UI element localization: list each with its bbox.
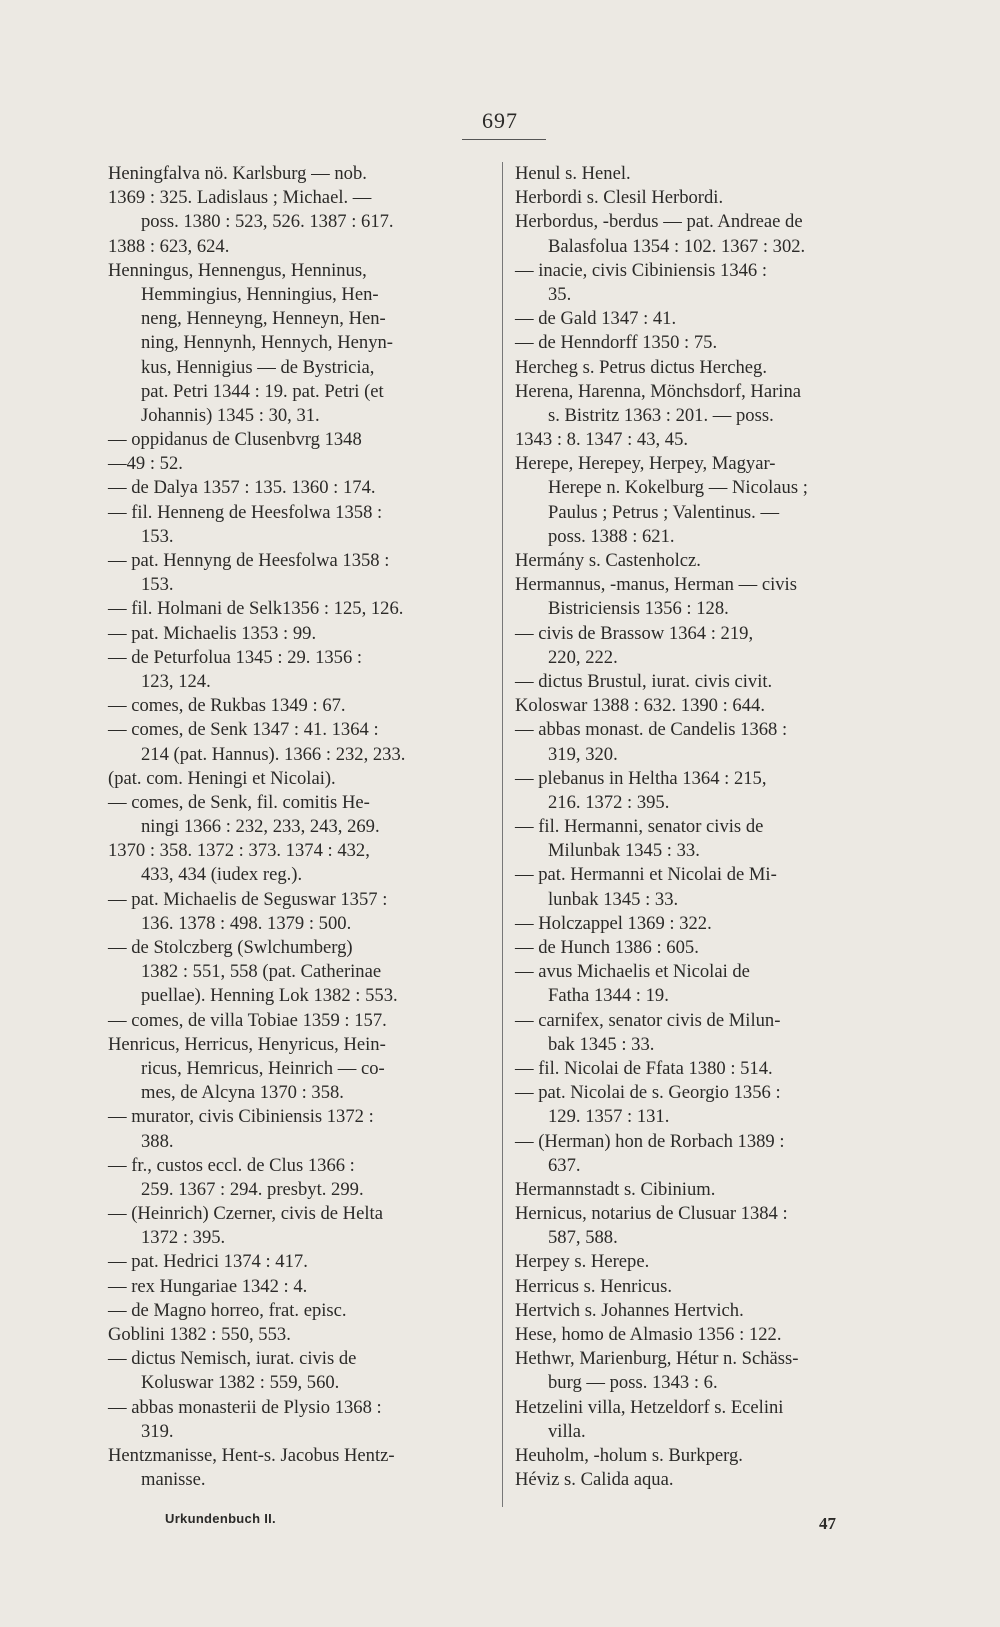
index-line: — murator, civis Cibiniensis 1372 : (108, 1106, 374, 1128)
index-line: Herepe n. Kokelburg — Nicolaus ; (548, 477, 808, 499)
index-line: Hese, homo de Almasio 1356 : 122. (515, 1324, 782, 1345)
index-line: — de Henndorff 1350 : 75. (515, 332, 718, 354)
index-line: — pat. Michaelis 1353 : 99. (108, 622, 317, 644)
index-line: burg — poss. 1343 : 6. (548, 1372, 718, 1394)
index-line: Hermannus, -manus, Herman — civis (515, 574, 797, 596)
index-line: Henningus, Hennengus, Henninus, (108, 259, 367, 281)
index-line: 1343 : 8. 1347 : 43, 45. (515, 429, 689, 451)
index-line: Hentzmanisse, Hent-s. Jacobus Hentz- (108, 1444, 395, 1466)
index-line: 319. (141, 1420, 174, 1442)
index-line: — pat. Nicolai de s. Georgio 1356 : (515, 1082, 781, 1104)
index-line: Koluswar 1382 : 559, 560. (141, 1372, 340, 1394)
index-line: poss. 1380 : 523, 526. 1387 : 617. (141, 211, 394, 233)
index-line: ningi 1366 : 232, 233, 243, 269. (141, 816, 380, 838)
index-line: s. Bistritz 1363 : 201. — poss. (548, 404, 774, 426)
index-line: poss. 1388 : 621. (548, 525, 675, 547)
index-column-right (515, 162, 900, 1492)
index-line: 433, 434 (iudex reg.). (141, 864, 303, 886)
index-line: 123, 124. (141, 670, 211, 692)
column-divider (502, 162, 503, 1507)
index-line: 136. 1378 : 498. 1379 : 500. (141, 912, 352, 934)
index-line: — pat. Hermanni et Nicolai de Mi- (515, 864, 777, 886)
index-line: Hermány s. Castenholcz. (515, 550, 701, 571)
index-line: Herena, Harenna, Mönchsdorf, Harina (515, 380, 802, 402)
index-line: — fil. Henneng de Heesfolwa 1358 : (108, 501, 383, 523)
index-line: — rex Hungariae 1342 : 4. (108, 1275, 308, 1297)
index-line: Henricus, Herricus, Henyricus, Hein- (108, 1033, 386, 1055)
index-line: — de Gald 1347 : 41. (515, 308, 677, 330)
index-line: — comes, de Rukbas 1349 : 67. (108, 695, 346, 717)
index-line: Hemmingius, Henningius, Hen- (141, 283, 379, 305)
index-line: — pat. Hedrici 1374 : 417. (108, 1251, 308, 1273)
index-line: Fatha 1344 : 19. (548, 985, 669, 1007)
index-line: Heuholm, -holum s. Burkperg. (515, 1444, 743, 1466)
index-line: (pat. com. Heningi et Nicolai). (108, 767, 336, 789)
index-line: lunbak 1345 : 33. (548, 888, 679, 910)
index-line: 319, 320. (548, 743, 618, 765)
index-line: villa. (548, 1420, 586, 1442)
index-line: — oppidanus de Clusenbvrg 1348 (108, 429, 362, 451)
header-rule (462, 139, 546, 140)
index-line: — (Heinrich) Czerner, civis de Helta (108, 1203, 383, 1225)
index-line: pat. Petri 1344 : 19. pat. Petri (et (141, 380, 384, 402)
index-column-left (108, 162, 490, 1492)
index-line: bak 1345 : 33. (548, 1033, 655, 1055)
index-line: Herbordi s. Clesil Herbordi. (515, 187, 724, 209)
index-line: — Holczappel 1369 : 322. (515, 912, 712, 934)
index-line: — pat. Michaelis de Seguswar 1357 : (108, 888, 388, 910)
index-line: 129. 1357 : 131. (548, 1106, 670, 1128)
sheet-number: 47 (819, 1514, 836, 1533)
index-line: Hernicus, notarius de Clusuar 1384 : (515, 1203, 788, 1225)
index-line: mes, de Alcyna 1370 : 358. (141, 1082, 344, 1104)
index-line: neng, Henneyng, Henneyn, Hen- (141, 308, 386, 330)
index-line: ning, Hennynh, Hennych, Henyn- (141, 332, 393, 354)
index-line: kus, Hennigius — de Bystricia, (141, 356, 375, 378)
index-line: Koloswar 1388 : 632. 1390 : 644. (515, 695, 765, 717)
index-line: Heningfalva nö. Karlsburg — nob. (108, 163, 367, 184)
index-line: — de Peturfolua 1345 : 29. 1356 : (108, 646, 363, 668)
index-line: — civis de Brassow 1364 : 219, (515, 622, 754, 644)
index-line: — plebanus in Heltha 1364 : 215, (515, 767, 767, 789)
index-line: Hetzelini villa, Hetzeldorf s. Ecelini (515, 1396, 784, 1418)
index-line: Goblini 1382 : 550, 553. (108, 1324, 291, 1345)
printer-signature: Urkundenbuch II. (165, 1511, 276, 1526)
index-line: 1388 : 623, 624. (108, 235, 230, 257)
index-line: — comes, de Senk 1347 : 41. 1364 : (108, 719, 379, 741)
index-line: Herbordus, -berdus — pat. Andreae de (515, 211, 803, 233)
index-line: — dictus Nemisch, iurat. civis de (108, 1348, 357, 1370)
index-line: —49 : 52. (108, 453, 183, 475)
index-line: — de Stolczberg (Swlchumberg) (108, 937, 353, 958)
index-line: — de Dalya 1357 : 135. 1360 : 174. (108, 477, 376, 499)
index-line: 388. (141, 1130, 174, 1152)
index-line: Herepe, Herepey, Herpey, Magyar- (515, 453, 776, 475)
index-line: Hercheg s. Petrus dictus Hercheg. (515, 356, 767, 378)
index-line: 1372 : 395. (141, 1227, 226, 1249)
index-line: — carnifex, senator civis de Milun- (515, 1009, 781, 1031)
index-line: 220, 222. (548, 646, 618, 668)
index-line: Henul s. Henel. (515, 163, 631, 184)
index-line: ricus, Hemricus, Heinrich — co- (141, 1057, 385, 1079)
index-line: 35. (548, 283, 572, 305)
index-line: 259. 1367 : 294. presbyt. 299. (141, 1178, 364, 1200)
index-line: Milunbak 1345 : 33. (548, 840, 700, 862)
index-line: — fil. Holmani de Selk1356 : 125, 126. (108, 598, 404, 620)
index-line: — fil. Hermanni, senator civis de (515, 816, 764, 838)
index-line: Hethwr, Marienburg, Hétur n. Schäss- (515, 1348, 799, 1370)
index-line: 153. (141, 574, 174, 596)
index-line: — fil. Nicolai de Ffata 1380 : 514. (515, 1057, 773, 1079)
index-line: 153. (141, 525, 174, 547)
index-line: 1369 : 325. Ladislaus ; Michael. — (108, 187, 372, 209)
index-line: Paulus ; Petrus ; Valentinus. — (548, 501, 780, 523)
index-line: — (Herman) hon de Rorbach 1389 : (515, 1130, 785, 1152)
index-line: 216. 1372 : 395. (548, 791, 670, 813)
index-line: 637. (548, 1154, 581, 1176)
index-line: — comes, de Senk, fil. comitis He- (108, 791, 370, 813)
index-line: puellae). Henning Lok 1382 : 553. (141, 985, 398, 1007)
index-line: — de Hunch 1386 : 605. (515, 937, 699, 958)
index-line: Héviz s. Calida aqua. (515, 1469, 674, 1491)
index-line: manisse. (141, 1469, 206, 1491)
index-line: — dictus Brustul, iurat. civis civit. (515, 670, 773, 692)
index-line: — abbas monast. de Candelis 1368 : (515, 719, 788, 741)
index-line: 587, 588. (548, 1227, 618, 1249)
index-line: Herricus s. Henricus. (515, 1275, 672, 1297)
page-number: 697 (482, 108, 518, 133)
index-line: — abbas monasterii de Plysio 1368 : (108, 1396, 382, 1418)
index-line: — comes, de villa Tobiae 1359 : 157. (108, 1009, 387, 1031)
index-line: — inacie, civis Cibiniensis 1346 : (515, 259, 768, 281)
index-line: — de Magno horreo, frat. episc. (108, 1299, 347, 1321)
index-line: Hertvich s. Johannes Hertvich. (515, 1299, 744, 1321)
index-line: 1370 : 358. 1372 : 373. 1374 : 432, (108, 840, 370, 862)
index-line: — fr., custos eccl. de Clus 1366 : (108, 1154, 355, 1176)
index-line: Hermannstadt s. Cibinium. (515, 1178, 716, 1200)
index-line: — pat. Hennyng de Heesfolwa 1358 : (108, 550, 390, 571)
index-line: 1382 : 551, 558 (pat. Catherinae (141, 961, 382, 983)
index-line: Johannis) 1345 : 30, 31. (141, 404, 320, 426)
index-line: Herpey s. Herepe. (515, 1251, 650, 1273)
index-line: 214 (pat. Hannus). 1366 : 232, 233. (141, 743, 406, 765)
index-line: — avus Michaelis et Nicolai de (515, 961, 750, 983)
index-line: Bistriciensis 1356 : 128. (548, 598, 729, 620)
index-line: Balasfolua 1354 : 102. 1367 : 302. (548, 235, 806, 257)
